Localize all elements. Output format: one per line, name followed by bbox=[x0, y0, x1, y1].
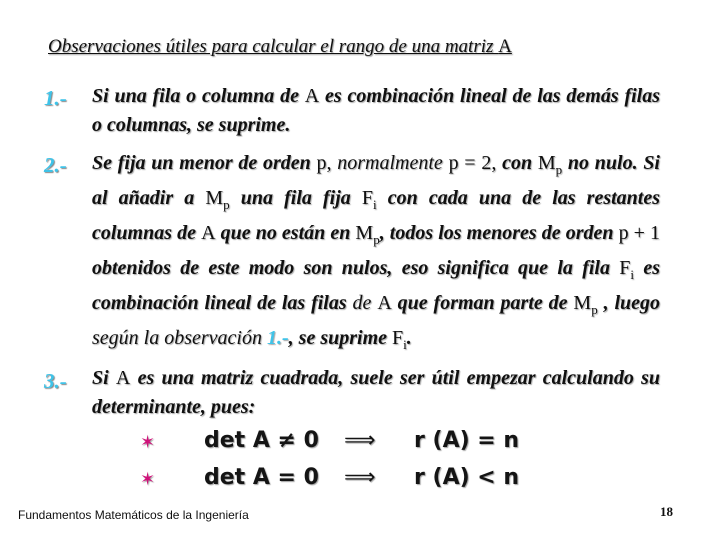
text-run: no nulo. Si al añadir a bbox=[92, 152, 660, 209]
text-run: Se fija un menor de orden bbox=[92, 152, 317, 174]
math-symbol: p, bbox=[316, 152, 332, 174]
math-symbol: $F_i$ bbox=[361, 187, 377, 212]
observation-text bbox=[92, 82, 660, 140]
text-run: . bbox=[406, 327, 412, 349]
title-text: Observaciones útiles para calcular el rango de una matriz bbox=[48, 36, 499, 57]
math-symbol: $M_p$ bbox=[205, 187, 230, 212]
text-run: según la observación bbox=[92, 327, 267, 349]
math-symbol: A bbox=[377, 292, 392, 314]
text-run: es una matriz cuadrada, suele ser útil empezar calculando su determinante, pues: bbox=[92, 367, 660, 418]
math-symbol: p = 2, bbox=[448, 152, 497, 174]
text-run: que no están en bbox=[215, 222, 356, 244]
slide-title bbox=[48, 36, 668, 58]
formula-result: r (A) < n bbox=[414, 465, 520, 490]
text-run: es combinación lineal de las demás filas o columnas, se suprime. bbox=[92, 85, 661, 136]
math-symbol: $F_i$ bbox=[619, 257, 635, 282]
text-run: con cada una de las restantes columnas de bbox=[92, 187, 660, 244]
text-run: de bbox=[352, 292, 372, 314]
implies-arrow-icon: ⟹ bbox=[344, 428, 376, 453]
star-bullet-icon: ✶ bbox=[140, 469, 156, 490]
formula-row bbox=[140, 428, 560, 464]
math-symbol: $F_i$ bbox=[392, 327, 407, 352]
text-run: Si una fila o columna de bbox=[92, 85, 305, 107]
formula-condition: det A ≠ 0 bbox=[204, 428, 319, 453]
formula-result: r (A) = n bbox=[414, 428, 520, 453]
math-symbol: p + 1 bbox=[618, 222, 661, 244]
observation-number: 2.- bbox=[44, 153, 67, 177]
math-symbol: $M_p$ bbox=[573, 292, 598, 317]
observation-number: 3.- bbox=[44, 369, 67, 393]
observation-text bbox=[92, 364, 660, 422]
formula-row bbox=[140, 465, 560, 501]
page-number: 18 bbox=[660, 504, 673, 519]
text-run: es combinación lineal de las filas bbox=[92, 257, 660, 314]
observation-text bbox=[92, 149, 660, 359]
text-run: , todos los menores de orden bbox=[379, 222, 619, 244]
title-matrix-symbol: A bbox=[498, 36, 512, 57]
star-bullet-icon: ✶ bbox=[140, 432, 156, 453]
observation-number: 1.- bbox=[44, 86, 67, 110]
text-run: con bbox=[496, 152, 538, 174]
text-run: obtenidos de este modo son nulos, eso significa que la fila bbox=[92, 257, 620, 279]
text-run: Si bbox=[92, 367, 116, 389]
formula-condition: det A = 0 bbox=[204, 465, 319, 490]
slide-footer: Fundamentos Matemáticos de la Ingeniería bbox=[18, 508, 249, 522]
math-symbol: A bbox=[304, 85, 320, 107]
math-symbol: $M_p$ bbox=[355, 222, 380, 247]
observation-reference: 1.- bbox=[266, 327, 289, 349]
math-symbol: A bbox=[115, 367, 131, 389]
math-symbol: A bbox=[201, 222, 216, 244]
text-run: normalmente bbox=[331, 152, 449, 174]
text-run: , luego bbox=[597, 292, 661, 314]
implies-arrow-icon: ⟹ bbox=[344, 465, 376, 490]
math-symbol: $M_p$ bbox=[537, 152, 563, 177]
text-run: que forman parte de bbox=[391, 292, 574, 314]
text-run: , se suprime bbox=[288, 327, 392, 349]
text-run: una fila fija bbox=[229, 187, 362, 209]
